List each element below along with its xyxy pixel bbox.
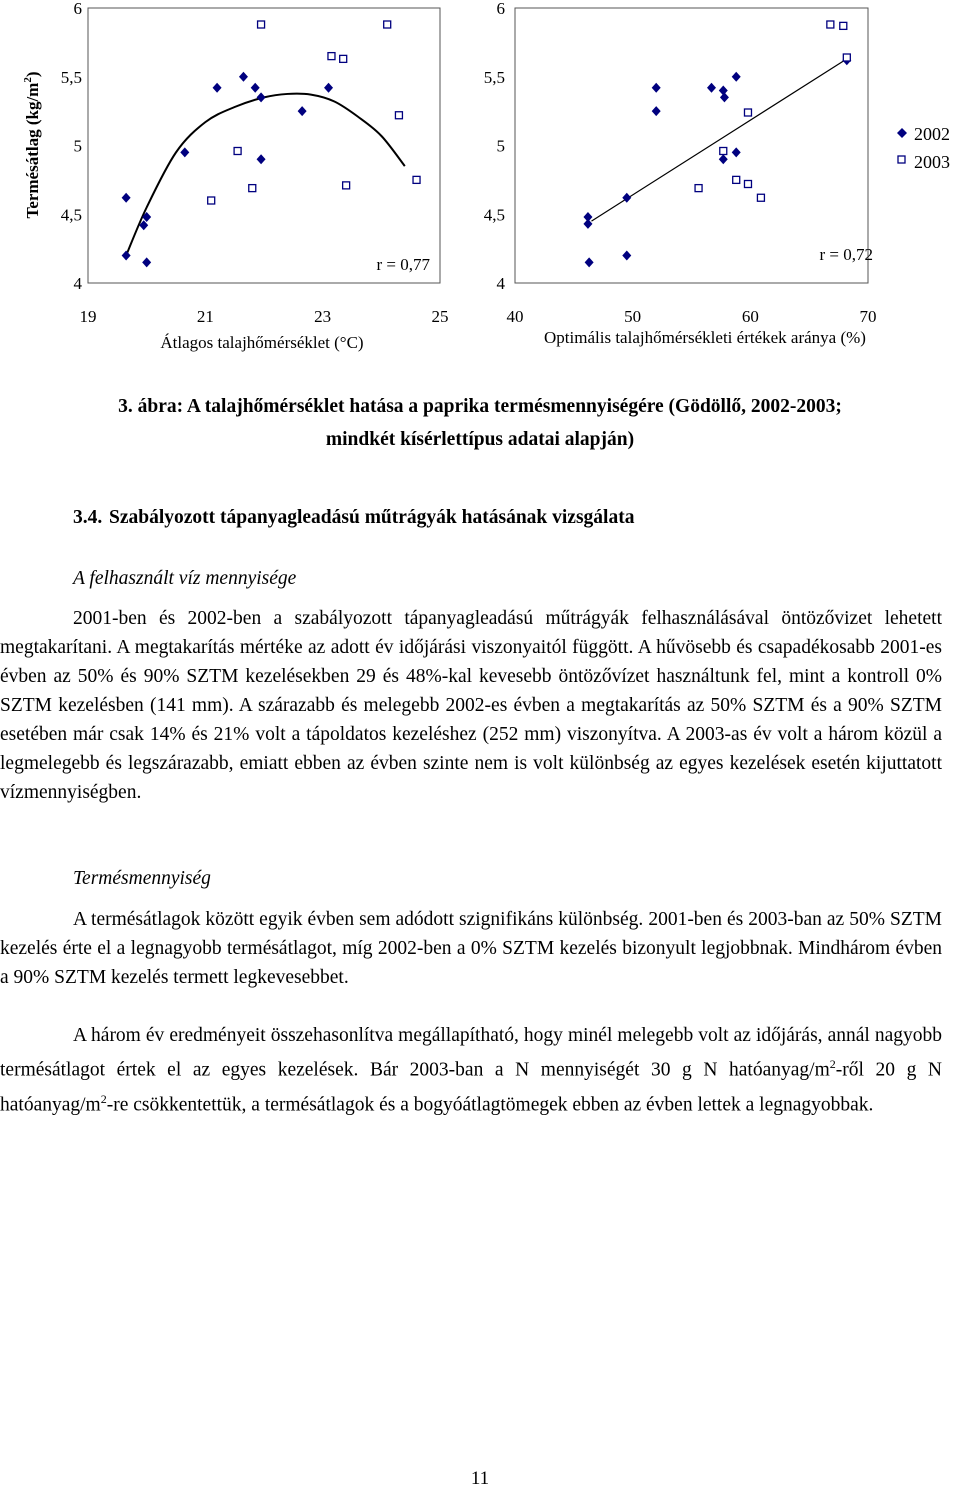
c2-point-2003	[744, 109, 751, 116]
c2-x-tick-label: 40	[506, 307, 524, 326]
chart2-plot-area	[515, 8, 868, 283]
c2-point-2003	[720, 148, 727, 155]
page-number: 11	[470, 1468, 490, 1489]
c1-x-tick-label: 21	[196, 307, 214, 326]
c2-x-tick-label: 70	[859, 307, 877, 326]
c2-point-2002	[719, 154, 728, 164]
chart1-x-ticks	[80, 307, 449, 326]
c1-y-tick-label: 6	[73, 0, 82, 18]
c1-point-2002	[257, 154, 266, 164]
caption-line-1: 3. ábra: A talajhőmérséklet hatása a paprika termésmennyiségére (Gödöllő, 2002-2003;	[118, 396, 842, 417]
chart2-x-ticks	[507, 307, 877, 326]
section-title: Szabályozott tápanyagleadású műtrágyák hatásának vizsgálata	[109, 507, 635, 528]
legend-label-2002: 2002	[914, 124, 950, 144]
c1-point-2002	[251, 83, 260, 93]
c2-x-tick-label: 60	[741, 307, 759, 326]
y-axis-label: Termésátlag $(kg/m^2)$	[22, 71, 42, 219]
c1-point-2002	[298, 106, 307, 116]
chart2-points	[583, 21, 851, 267]
caption-line-2: mindkét kísérlettípus adatai alapján)	[325, 429, 635, 450]
c2-y-tick-label: 4	[496, 274, 505, 293]
section-heading	[73, 507, 634, 529]
c2-point-2002	[720, 92, 729, 102]
c2-point-2003	[840, 22, 847, 29]
figure-scatter-charts	[0, 0, 960, 360]
chart1-quadratic-fit	[126, 94, 405, 256]
c1-x-tick-label: 19	[79, 307, 97, 326]
c1-point-2003	[395, 112, 402, 119]
c1-y-tick-label: 5	[73, 136, 82, 156]
c1-point-2002	[213, 83, 222, 93]
chart2-r-annotation: r = 0,72	[819, 245, 873, 264]
paragraph-yield-2: A három év eredményeit összehasonlítva megállapítható, hogy minél melegebb volt az időjárás, annál nagyobb termésátlagot értek el az egyes kezelések. Bár 2003-ban a N mennyiségét 30 g N hatóanyag/$m^2$-ről 20 g N hatóanyag/$m^2-re$ csökkentettük, a termésátlagok és a bogyóátlagtömegek ebben az évben lettek a legnagyobbak.	[0, 1025, 942, 1115]
c1-point-2003	[249, 185, 256, 192]
c2-point-2002	[732, 147, 741, 157]
legend-label-2003: 2003	[914, 152, 950, 172]
c1-point-2003	[234, 148, 241, 155]
c2-y-tick-label: 6	[496, 0, 505, 18]
c1-point-2002	[324, 83, 333, 93]
chart2-y-ticks	[484, 0, 506, 293]
legend	[897, 124, 950, 172]
subsection-title-water: A felhasznált víz mennyisége	[73, 568, 297, 589]
c2-point-2002	[652, 83, 661, 93]
figure-caption	[0, 390, 960, 456]
c2-y-tick-label: 5,5	[483, 67, 505, 87]
c1-point-2002	[122, 193, 131, 203]
c1-point-2003	[413, 176, 420, 183]
c2-point-2002	[583, 219, 592, 229]
c1-point-2003	[258, 21, 265, 28]
c2-point-2003	[843, 54, 850, 61]
c1-point-2002	[257, 92, 266, 102]
c2-y-tick-label: 4,5	[483, 205, 505, 225]
c2-point-2002	[732, 72, 741, 82]
c2-point-2003	[827, 21, 834, 28]
legend-2002-diamond-marker	[897, 128, 907, 138]
c1-point-2003	[384, 21, 391, 28]
c1-point-2002	[239, 72, 248, 82]
c2-y-tick-label: 5	[496, 136, 505, 156]
chart1-r-annotation: r = 0,77	[376, 255, 430, 274]
chart1-x-axis-label: Átlagos talajhőmérséklet (°C)	[160, 333, 364, 352]
c2-point-2003	[757, 194, 764, 201]
chart1-y-ticks	[61, 0, 83, 293]
c1-y-tick-label: 4,5	[60, 205, 82, 225]
c2-point-2002	[707, 83, 716, 93]
c1-y-tick-label: 5,5	[60, 67, 82, 87]
legend-2003-square-marker	[898, 156, 905, 163]
paragraph-yield-1: A termésátlagok között egyik évben sem adódott szignifikáns különbség. 2001-ben és 2003-ban az 50% SZTM kezelés érte el a legnagyobb termésátlagot, míg 2002-ben a 0% SZTM kezelés bizonyult legjobbnak. Mindhárom évben a 90% SZTM kezelés termett legkevesebbet.	[0, 909, 942, 988]
c1-point-2003	[328, 53, 335, 60]
c2-point-2003	[695, 185, 702, 192]
c2-point-2003	[744, 181, 751, 188]
c1-point-2003	[343, 182, 350, 189]
paragraph-water: 2001-ben és 2002-ben a szabályozott tápanyagleadású műtrágyák felhasználásával öntözővizet lehetett megtakarítani. A megtakarítás mértéke az adott év időjárási viszonyaitól függött. A hűvösebb és csapadékosabb 2001-es évben az 50% és 90% SZTM kezelésekben 29 és 48%-kal kevesebb öntözővízet használtunk fel, mint a kontroll 0% SZTM kezelésben (141 mm). A szárazabb és melegebb 2002-es évben a megtakarítás az 50% SZTM és a 90% SZTM esetében már csak 14% és 21% volt a tápoldatos kezeléshez (252 mm) viszonyítva. A 2003-as év volt a három közül a legmelegebb és legszárazabb, emiatt ebben az évben szinte nem is volt különbség az egyes kezelések esetén kijuttatott vízmennyiségben.	[0, 608, 942, 803]
section-number: 3.4.	[73, 507, 103, 528]
chart2-x-axis-label: Optimális talajhőmérsékleti értékek aránya (%)	[544, 328, 866, 347]
c1-point-2003	[208, 197, 215, 204]
subsection-title-yield: Termésmennyiség	[73, 868, 211, 889]
chart1-plot-area	[88, 8, 440, 283]
c1-x-tick-label: 23	[314, 307, 332, 326]
c1-point-2002	[122, 251, 131, 261]
c2-point-2002	[622, 251, 631, 261]
chart1-points	[122, 0, 420, 267]
c2-point-2002	[652, 106, 661, 116]
c2-point-2002	[585, 257, 594, 267]
c1-point-2003	[340, 55, 347, 62]
c1-x-tick-label: 25	[431, 307, 449, 326]
c1-point-2002	[142, 257, 151, 267]
c1-point-2002	[180, 147, 189, 157]
c1-y-tick-label: 4	[73, 274, 82, 293]
c2-x-tick-label: 50	[624, 307, 642, 326]
c2-point-2003	[733, 176, 740, 183]
